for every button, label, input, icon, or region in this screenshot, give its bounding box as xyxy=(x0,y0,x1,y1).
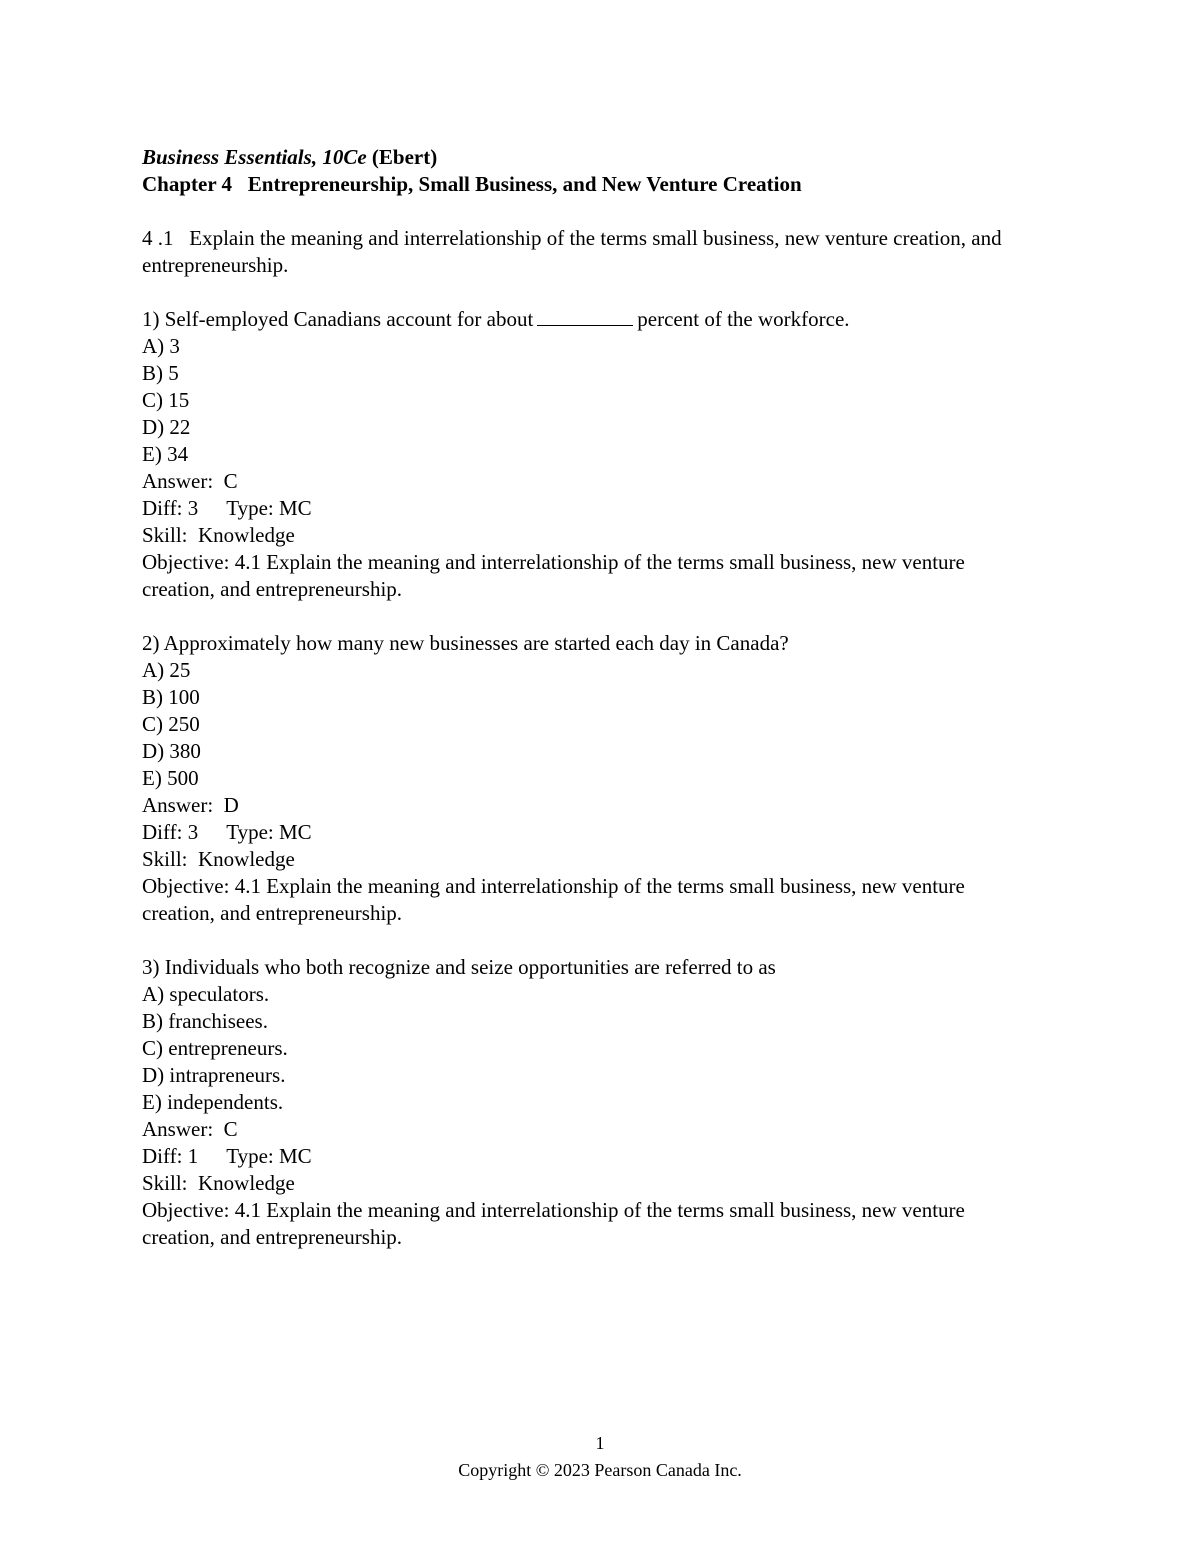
question-stem-text: 1) Self-employed Canadians account for about xyxy=(142,307,534,331)
option: B) 5 xyxy=(142,361,179,385)
question-1 xyxy=(142,306,1022,603)
difficulty: Diff: 3 xyxy=(142,820,199,844)
option: D) 380 xyxy=(142,739,201,763)
page-number: 1 xyxy=(595,1433,605,1453)
option: C) 15 xyxy=(142,388,190,412)
diff-type xyxy=(142,1143,1022,1170)
option: B) 100 xyxy=(142,685,200,709)
question-stem: 3) Individuals who both recognize and seize opportunities are referred to as xyxy=(142,955,776,979)
skill: Skill: Knowledge xyxy=(142,1171,295,1195)
question-stem-text-end: percent of the workforce. xyxy=(637,307,850,331)
question-3 xyxy=(142,954,1022,1251)
option: D) intrapreneurs. xyxy=(142,1063,286,1087)
question-stem: 2) Approximately how many new businesses are started each day in Canada? xyxy=(142,631,789,655)
option: A) 25 xyxy=(142,658,191,682)
book-title-line xyxy=(142,144,1022,171)
difficulty: Diff: 3 xyxy=(142,496,199,520)
option: C) 250 xyxy=(142,712,200,736)
question-type: Type: MC xyxy=(226,496,312,520)
learning-objective-number: 4 .1 xyxy=(142,226,174,250)
answer: Answer: D xyxy=(142,793,239,817)
book-title: Business Essentials, 10Ce xyxy=(142,145,367,169)
chapter-title: Chapter 4 Entrepreneurship, Small Business, and New Venture Creation xyxy=(142,172,802,196)
option: E) independents. xyxy=(142,1090,284,1114)
copyright-notice: Copyright © 2023 Pearson Canada Inc. xyxy=(458,1460,742,1480)
objective: Objective: 4.1 Explain the meaning and interrelationship of the terms small business, new venture creation, and entrepreneurship. xyxy=(142,1198,965,1249)
learning-objective xyxy=(142,225,1022,279)
option: B) franchisees. xyxy=(142,1009,268,1033)
answer: Answer: C xyxy=(142,469,238,493)
objective: Objective: 4.1 Explain the meaning and interrelationship of the terms small business, new venture creation, and entrepreneurship. xyxy=(142,550,965,601)
question-type: Type: MC xyxy=(226,1144,312,1168)
question-2 xyxy=(142,630,1022,927)
objective: Objective: 4.1 Explain the meaning and interrelationship of the terms small business, new venture creation, and entrepreneurship. xyxy=(142,874,965,925)
fill-in-blank xyxy=(537,307,633,326)
learning-objective-text: Explain the meaning and interrelationship of the terms small business, new venture creation, and entrepreneurship. xyxy=(142,226,1002,277)
skill: Skill: Knowledge xyxy=(142,523,295,547)
question-type: Type: MC xyxy=(226,820,312,844)
question-stem xyxy=(142,306,1022,333)
option: E) 34 xyxy=(142,442,189,466)
diff-type xyxy=(142,819,1022,846)
answer: Answer: C xyxy=(142,1117,238,1141)
skill: Skill: Knowledge xyxy=(142,847,295,871)
difficulty: Diff: 1 xyxy=(142,1144,199,1168)
document-body xyxy=(142,144,1022,1251)
option: A) speculators. xyxy=(142,982,270,1006)
book-author: (Ebert) xyxy=(371,145,438,169)
diff-type xyxy=(142,495,1022,522)
option: D) 22 xyxy=(142,415,191,439)
option: A) 3 xyxy=(142,334,180,358)
option: E) 500 xyxy=(142,766,199,790)
option: C) entrepreneurs. xyxy=(142,1036,288,1060)
